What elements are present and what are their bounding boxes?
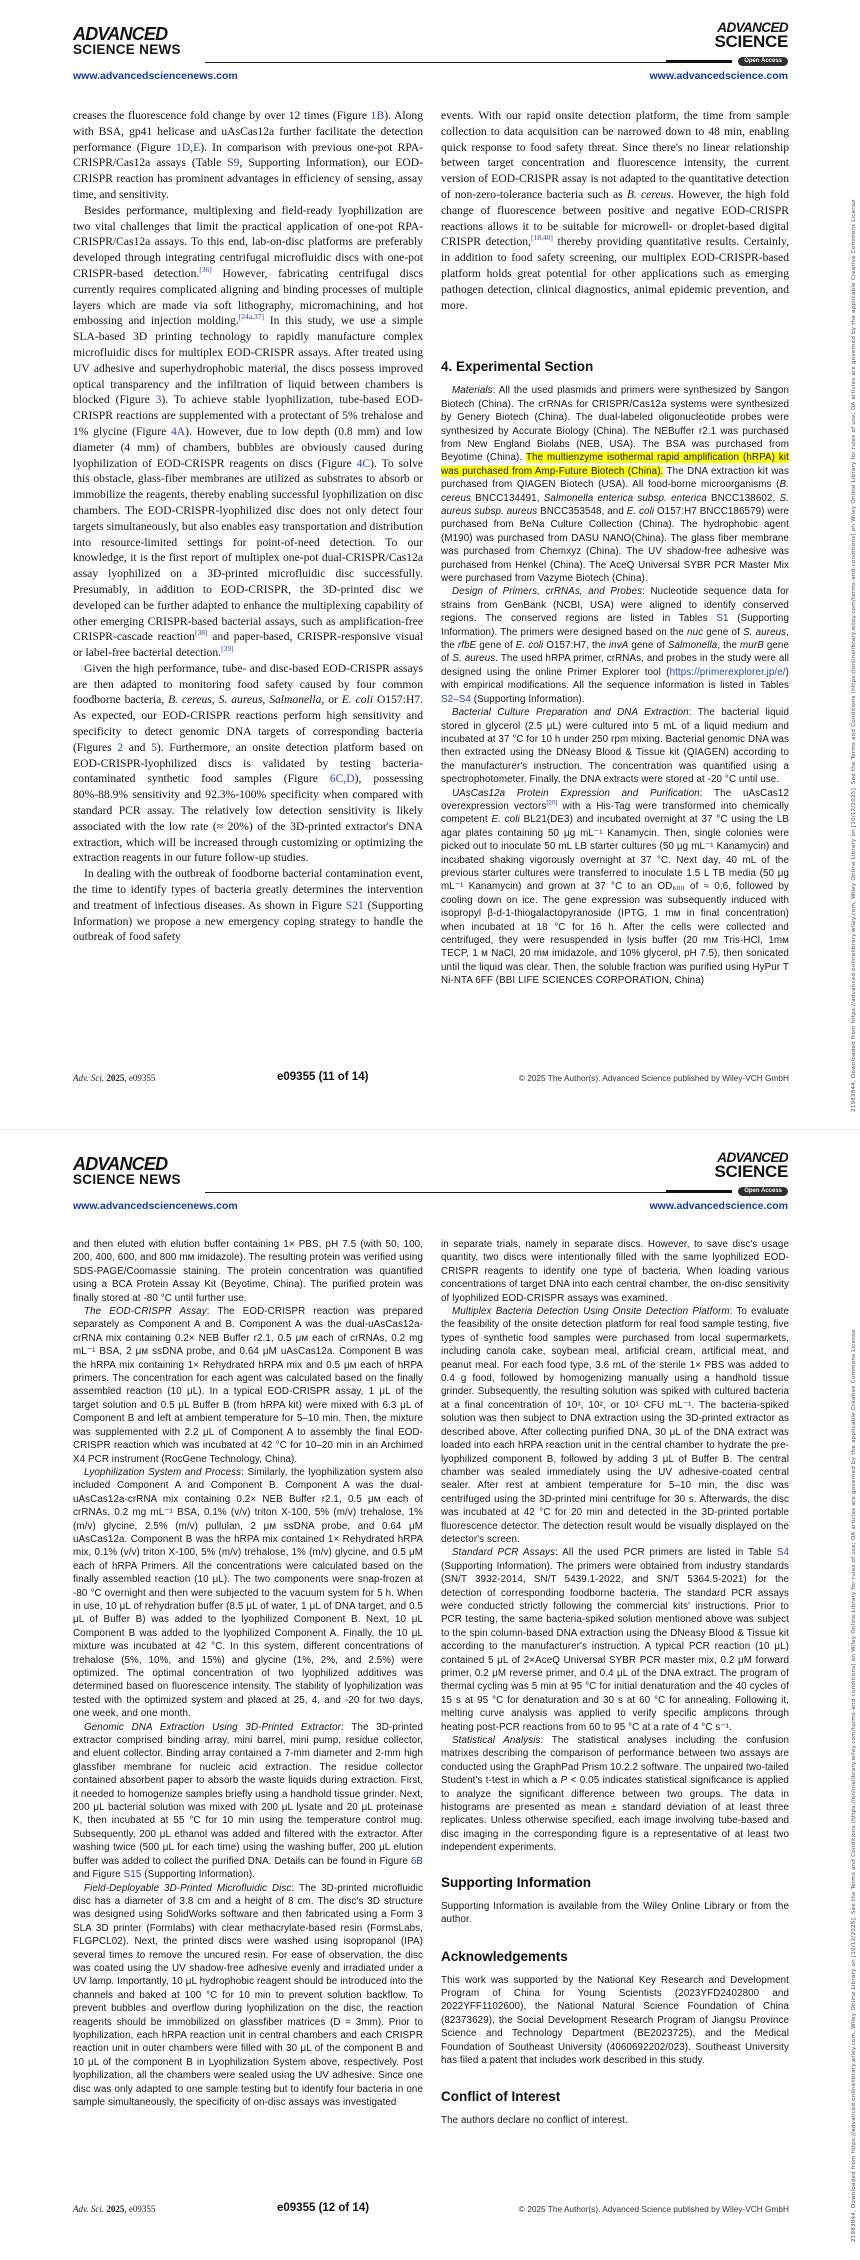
- inline-text: and paper-based, CRISPR-responsive visual or label-free bacterial detection.: [73, 630, 423, 660]
- advanced-science-logo: [715, 1152, 788, 1180]
- inline-text: E. coli: [341, 693, 374, 707]
- advanced-science-news-logo: [73, 1156, 181, 1187]
- inline-text: In dealing with the outbreak of foodborne bacterial contamination event, the time to identify types of bacteria greatly determines the intervention and treatment of infectious diseases. As shown in Figure: [73, 867, 423, 912]
- inline-text: (Supporting Information). The primers were designed based on the: [441, 613, 789, 638]
- body-paragraph: [441, 585, 789, 706]
- inline-text: P: [560, 1775, 568, 1787]
- body-paragraph: [73, 108, 423, 203]
- inline-text: E. coli: [626, 506, 655, 518]
- inline-text: . However, the high fold change of fluorescence between positive and negative EOD-CRISPR reactions allows it to be suitable for microwell- or droplet-based digital CRISPR detection,: [441, 187, 789, 249]
- inline-text: ). Furthermore, an onsite detection platform based on EOD-CRISPR-lyophilized discs is validated by testing bacteria-contaminated synthetic food samples (Figure: [73, 740, 423, 786]
- inline-text: rfbE: [457, 640, 477, 652]
- inline-text: UAsCas12a Protein Expression and Purification: [452, 787, 700, 799]
- body-paragraph: [73, 1305, 423, 1466]
- inline-text: , the: [717, 640, 741, 652]
- body-paragraph: [73, 1238, 423, 1305]
- citation-ref[interactable]: [39]: [221, 644, 234, 654]
- inline-text: : The statistical analyses including the confusion matrixes describing the comparison of performance between two assays are conducted using the GraphPad Prism 10.2.2 software. The unpaired two-tailed Student's t-test in which a: [441, 1735, 789, 1787]
- inline-text: gene of: [628, 640, 668, 652]
- news-url-link[interactable]: www.advancedsciencenews.com: [73, 1200, 238, 1212]
- inline-text: B. cereus: [168, 693, 212, 707]
- inline-text: Salmonella: [269, 693, 322, 707]
- journal-reference: [73, 1072, 155, 1084]
- inline-text: The EOD-CRISPR Assay: [84, 1306, 207, 1318]
- inline-text: murB: [740, 640, 764, 652]
- inline-text: S. aureus: [218, 693, 263, 707]
- body-paragraph: [441, 706, 789, 786]
- inline-text: < 0.05 indicates statistical significance is applied to analyze the significant difference between two groups. The data in histograms are presented as mean ± standard deviation of at least three replicates. Unless otherwise specified, each image involving tube-based and disc imaging in the corresponding figure is a representative of at least two independent experiments.: [441, 1775, 789, 1854]
- citation-ref[interactable]: [24a,37]: [238, 312, 265, 322]
- inline-text: gene of: [476, 640, 516, 652]
- body-paragraph: [441, 1974, 789, 2068]
- body-paragraph: [441, 1238, 789, 1305]
- inline-text: Given the high performance, tube- and disc-based EOD-CRISPR assays are then adapted to monitoring food safety caused by four common foodborne bacteria,: [73, 661, 423, 707]
- inline-text: , Supporting Information), our EOD-CRISPR reaction has prominent advantages in efficiency of sensing, assay time, and sensitivity.: [73, 156, 423, 201]
- body-paragraph: [441, 1305, 789, 1546]
- body-paragraph: [73, 1721, 423, 1882]
- journal-year: 2025: [106, 2204, 125, 2214]
- open-access-row: [666, 57, 788, 66]
- science-url-link[interactable]: www.advancedscience.com: [649, 70, 788, 82]
- inline-text: ), possessing 80%-88.9% sensitivity and 92.3%-100% specificity when compared with standard PCR assay. The relatively low detection sensitivity is likely associated with the low rate (≈ 20%) of the 3D-printed extractor's DNA extraction, which will be increased through customizing or optimizing the extraction reagents in our future follow-up studies.: [73, 772, 423, 865]
- inline-link[interactable]: 6C,D: [329, 772, 355, 786]
- inline-text: creases the fluorescence fold change by over 12 times (Figure: [73, 109, 371, 122]
- inline-text: S. aureus subsp. aureus: [441, 492, 789, 518]
- inline-text: BL21(DE3) and incubated overnight at 37 °C using the LB agar plates containing 50 μg mL⁻¹ Kanamycin. Then, single colonies were picked out to inoculate 50 mL LB starter cultures (50 μg mL⁻¹ Kanamycin) and incubated shaking vigorously overnight at 37 °C. Next day, 40 mL of the previous starter cultures were transferred to inoculate 1.5 L TB media (50 μg mL⁻¹ Kanamycin) and grown at 37 °C to an OD₆₀₀ of ≈ 0.6, followed by cooling down on ice. The gene expression was subsequently induced with isopropyl β-d-1-thiogalactopyranoside (IPTG, 1 mм in final concentration) when incubated at 18 °C for 16 h. After the cells were collected and centrifuged, they were resuspended in lysis buffer (20 mм Tris-HCl, 1mм TECP, 1 м NaCl, 20 mм imidazole, and 10% glycerol, pH 7.5), then sonicated until the liquid was clear. Then, the soluble fraction was purified using HyPur T Ni-NTA 6FF (BBI LIFE SCIENCES CORPORATION, China): [441, 814, 789, 987]
- body-paragraph: [73, 203, 423, 661]
- journal-page-12: [0, 1129, 860, 2260]
- left-text-column: [73, 1238, 423, 2109]
- citation-ref[interactable]: [36]: [199, 265, 212, 275]
- inline-text: , or: [321, 693, 342, 707]
- logo-text: SCIENCE NEWS: [73, 1172, 181, 1187]
- copyright-notice: © 2025 The Author(s). Advanced Science published by Wiley-VCH GmbH: [518, 1073, 789, 1083]
- rotated-license-note: 21983844, Downloaded from https://advanced.onlinelibrary.wiley.com, Wiley Online Library on [10/12/2025]. See the Terms and Conditions (https://onlinelibrary.wiley.com/terms-and-conditions) on Wiley Online Library for rules of use; OA articles are governed by the applicable Creative Commons License: [851, 1329, 857, 2242]
- page-number-label: e09355 (12 of 14): [277, 2202, 370, 2214]
- inline-text: The DNA extraction kit was purchased from QIAGEN Biotech (USA). All food-borne microorganisms (: [441, 465, 789, 491]
- left-text-column: [73, 108, 423, 945]
- body-paragraph: [73, 866, 423, 945]
- inline-text: , the: [441, 626, 790, 652]
- inline-link[interactable]: S4: [776, 1547, 789, 1559]
- rotated-license-note: 21983844, Downloaded from https://advanced.onlinelibrary.wiley.com, Wiley Online Library on [10/12/2025]. See the Terms and Conditions (https://onlinelibrary.wiley.com/terms-and-conditions) on Wiley Online Library for rules of use; OA articles are governed by the applicable Creative Commons License: [851, 199, 857, 1112]
- inline-text: in separate trials, namely in separate discs. However, to save disc's usage quantity, two discs were intentionally filled with the same lyophilized EOD-CRISPR reagents to identify one type of bacteria. When loading various concentrations of target DNA into each central chamber, the on-disc sensitivity of lyophilized EOD-CRISPR assays was examined.: [441, 1239, 789, 1304]
- logo-text: ADVANCED: [73, 1154, 168, 1174]
- body-paragraph: [441, 384, 789, 585]
- citation-ref[interactable]: [18,40]: [530, 233, 553, 243]
- inline-link[interactable]: 5: [151, 740, 157, 754]
- inline-text: ). To solve this obstacle, glass-fiber membranes are utilized as substrates to absorb or immobilize the reagents, thereby enabling successful lyophilization on disc chambers. The EOD-CRISPR-lyophilized disc does not only detect four targets simultaneously, but also enables easy transportation and distribution into resource-limited settings for point-of-need detection. To our knowledge, it is the first report of multiplex one-pot dual-CRISPR/Cas12a assay lyophilized on a 3D-printed microfluidic disc successfully. Presumably, in addition to EOD-CRISPR, the 3D-printed disc we developed can be further adapted to enhance the multiplexing capability of other emerging CRISPR-based bacterial assays, such as amplification-free CRISPR-cascade reaction: [73, 456, 424, 644]
- article-id: , e09355: [124, 2204, 156, 2214]
- page-footer: [73, 2202, 789, 2216]
- inline-text: Bacterial Culture Preparation and DNA Extraction: [452, 707, 689, 719]
- inline-text: Standard PCR Assays: [452, 1547, 556, 1559]
- inline-text: Materials: [452, 385, 493, 397]
- inline-link[interactable]: https://primerexplorer.jp/e/: [669, 666, 786, 678]
- inline-text: BNCC138602,: [706, 492, 780, 504]
- inline-text: However, fabricating centrifugal discs currently requires complicated aligning and binding processes of multiple layers which are made via soft lithography, micromachining, and hot embossing and injection molding.: [73, 266, 423, 328]
- citation-ref[interactable]: [20]: [546, 799, 558, 807]
- logo-text: SCIENCE: [714, 1162, 788, 1181]
- journal-year: 2025: [106, 1073, 125, 1083]
- inline-text: Salmonella: [667, 640, 718, 652]
- body-paragraph: [73, 1882, 423, 2110]
- inline-text: and then eluted with elution buffer containing 1× PBS, pH 7.5 (with 50, 100, 200, 400, 600, and 800 mм imidazole). The resulting protein was verified using SDS-PAGE/Coomassie staining. The protein concentration was quantified using a BCA Protein Assay Kit (Beyotime, China). The purified protein was finally stored at -80 °C until further use.: [73, 1239, 423, 1304]
- inline-text: ,: [262, 693, 270, 707]
- inline-link[interactable]: 6B: [410, 1855, 423, 1867]
- inline-text: : The EOD-CRISPR reaction was prepared separately as Component A and B. Component A was the dual-uAsCas12a-crRNA mix containing 0.2× NEB Buffer r2.1, 0.5 μм each of crRNAs, 0.2 mg mL⁻¹ BSA, 2 μм ssDNA probe, and 0.64 μM uAsCas12a. Component B was the hRPA mix containing 1× Rehydrated hRPA mix and 0.5 μм each of hRPA primers. The concentration for each agent was calculated based on the finally assembled reaction (10 μL). In a typical EOD-CRISPR assay, 1 μL of the target solution and 0.5 μL Buffer B (from hRPA kit) were mixed with 6.3 μL of Component B and left at ambient temperature for 5–10 min. Then, the mixture was supplemented with 2.2 μL of Component A to assembly the final EOD-CRISPR reaction which was incubated at 42 °C for 10–20 min in an Archimed X4 PCR instrument (RocGene Technology, China).: [73, 1306, 423, 1465]
- inline-text: Multiplex Bacteria Detection Using Onsite Detection Platform: [452, 1306, 730, 1318]
- inline-link[interactable]: 4C: [356, 456, 371, 470]
- section-heading: Supporting Information: [441, 1874, 591, 1890]
- page-number-label: e09355 (11 of 14): [277, 1071, 369, 1083]
- highlighted-text: The multienzyme isothermal rapid amplification (hRPA) kit was purchased from Amp-Future Biotech (China).: [441, 452, 790, 477]
- page-footer: [73, 1071, 789, 1085]
- inline-text: ) with empirical modifications. All the sequence information is listed in Tables: [441, 666, 789, 692]
- spacer: [441, 313, 789, 359]
- inline-link[interactable]: 1D,E: [176, 140, 201, 154]
- spacer: [441, 2067, 789, 2089]
- inline-text: B. cereus: [626, 187, 671, 201]
- right-text-column: [441, 1238, 789, 2128]
- spacer: [441, 1855, 789, 1875]
- inline-text: O157:H7. As expected, our EOD-CRISPR reactions perform high sensitivity and specificity to detect genomic DNA targets of corresponding bacteria (Figures: [73, 693, 424, 754]
- inline-text: Lyophilization System and Process: [84, 1466, 242, 1478]
- inline-text: S. aureus: [452, 653, 496, 665]
- article-id: , e09355: [124, 1073, 156, 1083]
- inline-text: E. coli: [515, 640, 544, 652]
- inline-link[interactable]: S2–S4: [441, 693, 471, 705]
- body-paragraph: [441, 2114, 789, 2127]
- body-paragraph: [441, 1900, 789, 1927]
- body-paragraph: [441, 108, 789, 313]
- header-rule: [205, 1192, 673, 1193]
- inline-text: events. With our rapid onsite detection platform, the time from sample collection to data acquisition can be narrowed down to 48 min, enabling quick response to food safety threat. Since there's no linear relationship between target concentration and fluorescence intensity, the current version of EOD-CRISPR assay is not adapted to the quantitative detection of non-zero-tolerance bacteria such as: [441, 109, 789, 201]
- body-paragraph: [441, 1546, 789, 1734]
- science-url-link[interactable]: www.advancedscience.com: [649, 1200, 788, 1212]
- section-heading: Acknowledgements: [441, 1948, 568, 1964]
- inline-text: nuc: [687, 626, 704, 638]
- logo-text: ADVANCED: [73, 24, 168, 44]
- inline-text: (Supporting Information).: [141, 1869, 256, 1881]
- open-access-row: [666, 1187, 788, 1196]
- inline-text: Supporting Information is available from the Wiley Online Library or from the author.: [441, 1900, 789, 1926]
- spacer: [441, 1927, 789, 1949]
- journal-reference: [73, 2203, 155, 2215]
- inline-text: (Supporting Information) we propose a new emergency coping strategy to handle the outbreak of food safety: [73, 898, 423, 944]
- logo-text: SCIENCE NEWS: [73, 42, 181, 57]
- inline-text: O157:H7, the: [543, 640, 609, 652]
- advanced-science-logo: [715, 22, 788, 50]
- journal-title: Adv. Sci.: [73, 2204, 105, 2214]
- inline-text: : To evaluate the feasibility of the onsite detection platform for real food sample testing, five types of synthetic food samples were purchased from local supermarkets, including canola cake, soybean meal, artificial cream, artificial meat, and peanut meal. For each food type, 3.6 mL of the sterile 1× PBS was added to 0.4 g food, followed by homogenizing manually using a handhold tissue grinder. Subsequently, the resulting solution was spiked with cultured bacteria at a final concentration of 10³, 10², or 10¹ CFU mL⁻¹. The bacteria-spiked solution was then subject to DNA extraction using the 3D-printed extractor as described above. After collecting purified DNA, 30 μL of the DNA extract was loaded into each hRPA reaction unit in the central chamber to hydrate the pre-lyophilized component B, followed by adding 3 μL of Buffer B. The central chamber was sealed immediately using the UV adhesive-coated central sealer. After rest at ambient temperature for 5–10 min, the disc was centrifuged using the 3D-printed mini centrifuge for 30 s. Afterwards, the disc was incubated at 42 °C for 20 min and detected in the 3D-printed portable fluorescence detector. The detection result would be visually displayed on the detector's screen.: [441, 1306, 789, 1545]
- inline-text: with a His-Tag were transformed into chemically competent: [441, 800, 790, 826]
- copyright-notice: © 2025 The Author(s). Advanced Science published by Wiley-VCH GmbH: [518, 2204, 789, 2214]
- inline-link[interactable]: S1: [716, 613, 729, 625]
- inline-text: Genomic DNA Extraction Using 3D-Printed Extractor: [84, 1721, 342, 1733]
- inline-text: E. coli: [491, 814, 520, 826]
- inline-text: Field-Deployable 3D-Printed Microfluidic Disc: [84, 1882, 292, 1894]
- inline-text: ). However, due to low depth (0.8 mm) and low diameter (4 mm) of chambers, bubbles are obviously caused during lyophilization of EOD-CRISPR reagents on discs (Figure: [73, 424, 423, 470]
- inline-text: ). To achieve stable lyophilization, tube-based EOD-CRISPR reactions are supplemented with a protectant of 5% trehalose and 1% glycine (Figure: [73, 393, 423, 438]
- inline-link[interactable]: S21: [345, 898, 364, 912]
- inline-text: : The 3D-printed microfluidic disc has a diameter of 3.8 cm and a height of 8 cm. The disc's 3D structure was designed using SolidWorks software and then fabricated using a Form 3 SLA 3D printer (Formlabs) with clear methacrylate-based resin (FormsLabs, FLGPCL02). Next, the printed discs were washed using isopropanol (IPA) several times to remove the uncured resin. For ease of observation, the disc was coated using the UV shadow-free adhesive evenly and irradiated under a UV lamp. Importantly, 10 μL hydrophobic reagent should be introduced into the channels and baked at 100 °C for 10 min to prevent solution backflow. To prevent bubbles and overflow during lyophilization on the disc, the reaction reagents should be immobilized on glassfiber matrices (D = 3mm). Prior to lyophilization, each hRPA reaction unit in central chambers and each CRISPR reaction unit in outer chambers were filled with 30 μL of the component B and 10 μL of the component B in Lyophilization System above, respectively. Post lyophilization, all the chambers were sealed using the UV adhesive. Since one disc was only adapted to one sample testing but to identify four bacteria in one sample simultaneously, the specificity of on-disc assays was investigated: [73, 1882, 423, 2108]
- inline-link[interactable]: 1B: [370, 109, 385, 122]
- journal-title: Adv. Sci.: [73, 1073, 105, 1083]
- header-rule: [205, 62, 673, 63]
- journal-page-11: [0, 0, 860, 1129]
- inline-text: gene of: [441, 640, 790, 665]
- body-paragraph: [73, 661, 423, 866]
- inline-text: S. aureus: [743, 626, 787, 638]
- inline-text: thereby providing quantitative results. Certainly, in addition to food safety screening, our multiplex EOD-CRISPR-based platform holds great potential for other applications such as emerging pathogen detection, clinical diagnostics, animal epidemic prevention, and more.: [441, 235, 789, 312]
- inline-text: : All the used PCR primers are listed in Table: [555, 1547, 777, 1559]
- inline-link[interactable]: S15: [123, 1869, 142, 1881]
- inline-text: : Similarly, the lyophilization system also included Component A and Component B. Component A was the dual-uAsCas12a-crRNA mix containing 0.2× NEB Buffer r2.1, 0.5 μм each of crRNAs, 0.2 mg mL⁻¹ BSA, 0.1% (v/v) triton X-100, 5% (m/v) trehalose, 1% (m/v) glycine, 2.5% (m/v) pullulan, 2 μм ssDNA probe, and 0.64 μM uAsCas12a. Component B was the hRPA mix contained 1× Rehydrated hRPA mix, 0.1% (v/v) triton X-100, 5% (m/v) trehalose, 1% (m/v) glycine, and 0.5 μM each of hRPA Primers. All the concentrations were calculated based on the finally assembled reaction (10 μL). The two components were snap-frozen at -80 °C overnight and then were subjected to the vacuum system for 5 h. When in use, 10 μL of rehydration buffer (8.5 μL of water, 1 μL of DNA target, and 0.5 μL of Buffer B) was added to the lyophilized Component B. Next, 10 μL Component B was added to the lyophilized Component A. Finally, the 10 μL mixture was incubated at 42 °C. In this system, different concentrations of trehalose (5%, 10%, and 15%) and glycine (1%, 2%, and 2.5%) were optimized. The optimal concentration of two lyophilized additives was determined based on fluorescence intensity. The stability of lyophilization was tested with the optimized system and placed at 25, 4, and -20 for two days, one week, and one month.: [73, 1466, 423, 1720]
- inline-link[interactable]: 4A: [171, 424, 186, 438]
- logo-text: ADVANCED: [717, 20, 788, 35]
- inline-text: : Nucleotide sequence data for strains from GenBank (NCBI, USA) were aligned to identify conserved regions. The conserved regions are listed in Tables: [441, 586, 789, 625]
- inline-text: BNCC353548, and: [537, 506, 627, 518]
- inline-text: Design of Primers, crRNAs, and Probes: [452, 586, 643, 598]
- inline-link[interactable]: 3: [155, 393, 162, 407]
- logo-bar: [666, 60, 732, 63]
- section-heading: Conflict of Interest: [441, 2089, 561, 2105]
- open-access-badge: Open Access: [738, 1187, 788, 1196]
- inline-text: O157:H7 BNCC186579) were purchased from BeNa Culture Collection (China). The hydrophobic agent (M190) was purchased from DASU NANO(China). The glass fiber membrane was purchased from Chemxyz (China). The UV shadow-free adhesive was purchased from Henkel (China). The AceQ Universal SYBR PCR Master Mix were purchased from Vazyme Biotech (China).: [441, 506, 790, 585]
- inline-text: and Figure: [73, 1869, 124, 1881]
- logo-text: SCIENCE: [714, 32, 788, 51]
- news-url-link[interactable]: www.advancedsciencenews.com: [73, 70, 238, 82]
- inline-text: B. cereus: [441, 479, 789, 504]
- body-paragraph: [441, 787, 789, 988]
- inline-text: BNCC134491,: [471, 492, 544, 504]
- inline-text: ,: [211, 693, 219, 707]
- inline-text: ). Along with BSA, gp41 helicase and uAsCas12a further facilitate the detection performance (Figure: [73, 109, 423, 154]
- inline-text: Besides performance, multiplexing and field-ready lyophilization are two vital challenges that limit the practical application of one-pot RPA-CRISPR/Cas12a assays. To this end, lab-on-disc platforms are preferably developed through integrating centrifugal microfluidic discs with one-pot CRISPR-based detection.: [73, 203, 423, 280]
- inline-text: This work was supported by the National Key Research and Development Program of China for Young Scientists (2023YFD2402800 and 2022YFF1102600), the National Natural Science Foundation of China (82373629), the Social Development Research Program of Jiangsu Province Science and Technology Department (BE2023725), and the Medical Foundation of Southeast University (4060692202/023). Southeast University has filed a patent that includes work described in this study.: [441, 1974, 789, 2066]
- inline-link[interactable]: S9: [227, 156, 240, 170]
- inline-text: . The used hRPA primer, crRNAs, and probes in the study were all designed using the online Primer Explorer tool (: [441, 653, 789, 678]
- inline-text: : The bacterial liquid stored in glycerol (2.5 μL) were cultured into 5 mL of a liquid medium and incubated at 37 °C for 10 h under 250 rpm mixing. Bacterial genomic DNA was then extracted using the DNeasy Blood & Tissue kit (QIAGEN) according to the manufacturer's instruction. The concentration was quantified using a spectrophotometer. Finally, the DNA extracts were stored at -20 °C until use.: [441, 707, 790, 786]
- inline-text: : The uAsCas12 overexpression vectors: [441, 787, 789, 812]
- logo-text: ADVANCED: [717, 1150, 788, 1165]
- section-heading: 4. Experimental Section: [441, 359, 594, 375]
- advanced-science-news-logo: [73, 26, 181, 57]
- inline-text: Salmonella enterica subsp. enterica: [543, 492, 707, 504]
- inline-text: : All the used plasmids and primers were synthesized by Sangon Biotech (China). The crRNAs for CRISPR/Cas12a systems were synthesized by Genery Biotech (China). The dual-labeled oligonucleotide probes were synthesized by Accurate Biology (China). The NEBuffer r2.1 was purchased from New England Biolabs (NEB, USA). The BSA was purchased from Beyotime (China).: [441, 385, 789, 464]
- inline-text: (Supporting Information).: [470, 693, 585, 705]
- inline-text: Statistical Analysis: [452, 1735, 541, 1747]
- inline-text: and: [123, 740, 152, 754]
- inline-text: The authors declare no conflict of interest.: [441, 2115, 628, 2127]
- open-access-badge: Open Access: [738, 57, 788, 66]
- inline-text: : The 3D-printed extractor comprised binding array, mini barrel, mini pump, residue collector, and eluent collector. Binding array contained a 7-mm diameter and 2-mm high glassfiber membrane for nucleic acid extraction. The residue collector contained absorbent paper to absorb the waste liquids during extraction. First, it needed to homogenize samples briefly using a handhold tissue grinder. Next, 200 μL bacterial solution was mixed with 200 μL lysate and 20 μL proteinase K, then incubated at 55 °C for 10 min using the temperature control mug. Subsequently, 200 μL ethanol was added and filtered with the extractor. After washing twice (500 μL for each time) using the washing buffer, 200 μL elution buffer was added to collect the purified DNA. Details can be found in Figure: [73, 1721, 423, 1867]
- inline-text: ). In comparison with previous one-pot RPA-CRISPR/Cas12a assays (Table: [73, 140, 423, 170]
- inline-text: gene of: [703, 626, 744, 638]
- logo-bar: [666, 1190, 732, 1193]
- inline-link[interactable]: 2: [117, 740, 124, 754]
- inline-text: In this study, we use a simple SLA-based 3D printing technology to rapidly manufacture complex microfluidic discs for multiplex EOD-CRISPR assays. After treated using UV adhesive and superhydrophobic material, the discs possess improved optical transparency and the infiltration of liquid between chambers is blocked (Figure: [73, 314, 423, 407]
- right-text-column: [441, 108, 789, 988]
- body-paragraph: [441, 1734, 789, 1855]
- citation-ref[interactable]: [38]: [194, 628, 208, 638]
- body-paragraph: [73, 1466, 423, 1721]
- inline-text: invA: [608, 640, 629, 652]
- inline-text: (Supporting Information). The primers were obtained from industry standards (SN/T 3932-2014, SN/T 5439.1-2022, and SN/T 5364.5-2021) for the detection of corresponding foodborne bacteria. The standard PCR assays were conducted strictly following the commercial kits' instructions. Prior to PCR testing, the same bacteria-spiked solution mentioned above was subject to the spin column-based DNA extraction using the DNeasy Blood & Tissue kit according to the manufacturer's instruction. A typical PCR reaction (10 μL) contained 5 μL of 2×AceQ Universal SYBR PCR master mix, 0.2 μM forward primer, 0.2 μM reverse primer, and 0.4 μL of the DNA extract. The program of thermal cycling was 5 min at 95 °C for initial denaturation and the 40 cycles of 15 s at 95 °C for denaturation and 30 s at 60 °C for annealing. Following it, melting curve analysis was applied to verify specific amplicons through heating post-PCR reactions from 60 to 95 °C at a rate of 4 °C s⁻¹.: [441, 1560, 789, 1733]
